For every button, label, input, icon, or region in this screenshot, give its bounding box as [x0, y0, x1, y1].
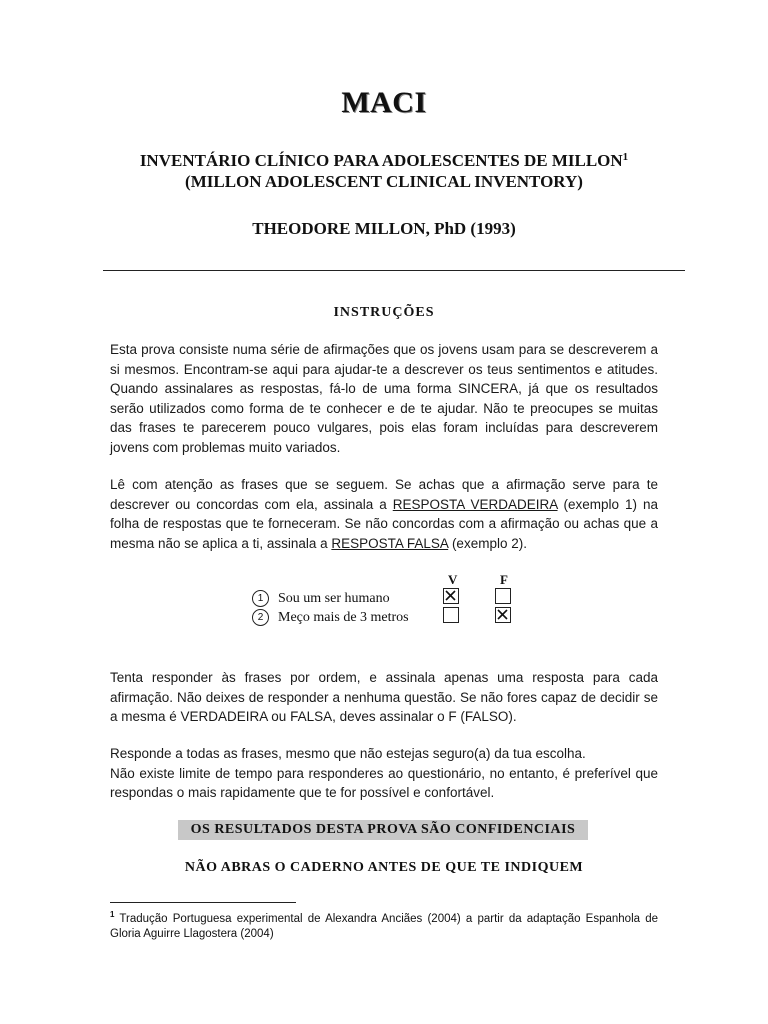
footnote: [110, 907, 658, 942]
paragraph-2-part-a: Lê com atenção as frases que se seguem. Se achas que a afirmação serve para te descrever ou concordas com ela, assinala a: [110, 477, 658, 512]
example-1-checkbox-v: [443, 588, 459, 604]
paragraph-4-line-2: Não existe limite de tempo para responderes ao questionário, no entanto, é preferível que respondas o mais rapidamente que te for possível e confortável.: [110, 765, 658, 800]
checked-x-icon: [496, 608, 509, 621]
footnote-reference: 1: [622, 151, 629, 163]
footnote-text: Tradução Portuguesa experimental de Alexandra Anciães (2004) a partir da adaptação Espanhola de Gloria Aguirre Llagostera (2004): [110, 912, 658, 940]
column-header-v: V: [448, 572, 458, 587]
footnote-mark: 1: [110, 910, 115, 919]
subtitle-portuguese-text: INVENTÁRIO CLÍNICO PARA ADOLESCENTES DE MILLON: [139, 151, 623, 170]
document-title: MACI: [341, 86, 427, 119]
example-1-checkbox-f: [495, 588, 511, 604]
false-answer-label: RESPOSTA FALSA: [331, 535, 449, 551]
example-2-number: 2: [252, 609, 269, 626]
paragraph-4-line-1: Responde a todas as frases, mesmo que não estejas seguro(a) da tua escolha.: [110, 746, 586, 761]
checked-x-icon: [444, 589, 457, 602]
example-2-text: Meço mais de 3 metros: [278, 610, 409, 625]
instructions-paragraph-2: [110, 475, 658, 553]
example-1-text: Sou um ser humano: [278, 591, 390, 606]
example-2-checkbox-f: [495, 607, 511, 623]
subtitle-english: (MILLON ADOLESCENT CLINICAL INVENTORY): [185, 172, 583, 191]
column-header-f: F: [500, 572, 508, 587]
subtitle-portuguese: [0, 150, 768, 171]
example-1-number: 1: [252, 590, 269, 607]
instructions-paragraph-3: Tenta responder às frases por ordem, e assinala apenas uma resposta para cada afirmação. Não deixes de responder a nenhuma questão. Se não fores capaz de decidir se a mesma é VERDADEIRA ou FALSA, deves assinalar o F (FALSO).: [110, 670, 658, 724]
instructions-heading: INSTRUÇÕES: [333, 305, 435, 320]
paragraph-2-part-b: (exemplo 1) na folha de respostas que te forneceram. Se não concordas com a afirmação ou achas que a mesma não se aplica a ti, assinala a: [110, 496, 658, 551]
true-answer-label: RESPOSTA VERDADEIRA: [392, 496, 558, 512]
header-divider: [103, 270, 685, 271]
author-line: THEODORE MILLON, PhD (1993): [252, 219, 516, 238]
example-2-checkbox-v: [443, 607, 459, 623]
confidential-notice: OS RESULTADOS DESTA PROVA SÃO CONFIDENCIAIS: [178, 820, 588, 840]
instructions-paragraph-4: [110, 744, 658, 803]
paragraph-2-part-c: (exemplo 2).: [448, 535, 527, 551]
footnote-divider: [110, 902, 296, 903]
instructions-paragraph-1: Esta prova consiste numa série de afirmações que os jovens usam para se descreverem a si mesmos. Encontram-se aqui para ajudar-te a descrever os teus sentimentos e atitudes. Quando assinalares as respostas, fá-lo de uma forma SINCERA, já que os resultados serão utilizados como forma de te conhecer e de te ajudar. Não te preocupes se muitas das frases te parecerem pouco vulgares, pois elas foram incluídas para descreverem jovens com problemas muito variados.: [110, 342, 658, 455]
do-not-open-notice: NÃO ABRAS O CADERNO ANTES DE QUE TE INDIQUEM: [184, 860, 584, 875]
